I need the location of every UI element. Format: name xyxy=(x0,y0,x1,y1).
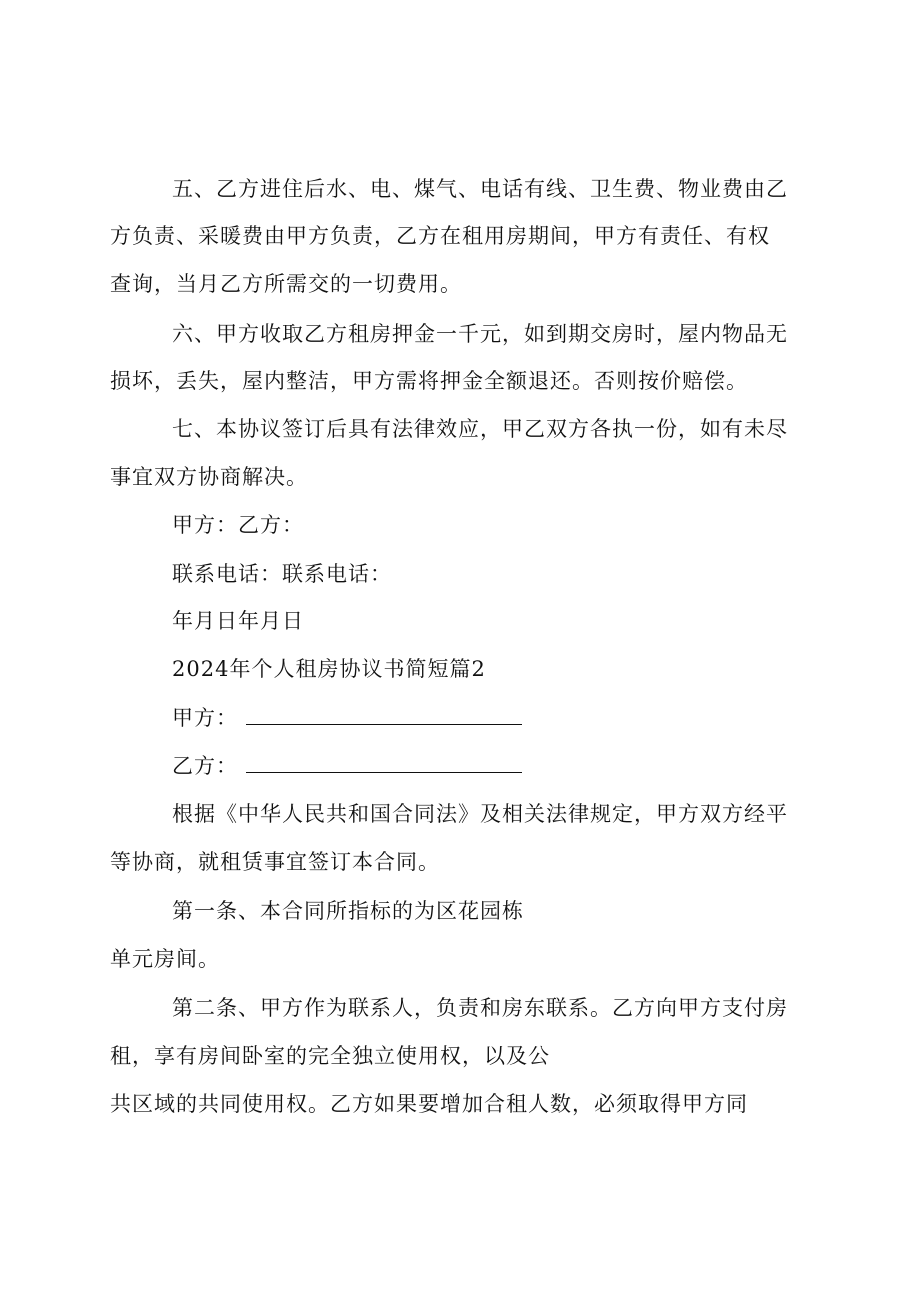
clause-5-line-2: 方负责、采暖费由甲方负责，乙方在租用房期间，甲方有责任、有权 xyxy=(110,224,770,248)
article-2-line-3: 共区域的共同使用权。乙方如果要增加合租人数，必须取得甲方同 xyxy=(110,1092,748,1116)
signature-dates: 年月日年月日 xyxy=(172,609,304,633)
preamble-line-1: 根据《中华人民共和国合同法》及相关法律规定，甲方双方经平 xyxy=(172,802,788,826)
article-1-line-2: 单元房间。 xyxy=(110,947,220,971)
party-a-blank xyxy=(246,706,522,725)
clause-5-line-1: 五、乙方进住后水、电、煤气、电话有线、卫生费、物业费由乙 xyxy=(172,177,788,201)
section-title: 2024年个人租房协议书简短篇2 xyxy=(172,657,486,681)
signature-phones: 联系电话：联系电话： xyxy=(172,562,392,586)
article-1-line-1: 第一条、本合同所指标的为区花园栋 xyxy=(172,899,524,923)
party-b-blank xyxy=(246,754,522,773)
clause-6-line-1: 六、甲方收取乙方租房押金一千元，如到期交房时，屋内物品无 xyxy=(172,322,788,346)
preamble-line-2: 等协商，就租赁事宜签订本合同。 xyxy=(110,850,440,874)
clause-5-line-3: 查询，当月乙方所需交的一切费用。 xyxy=(110,272,462,296)
clause-7-line-1: 七、本协议签订后具有法律效应，甲乙双方各执一份，如有未尽 xyxy=(172,417,788,441)
party-b-row xyxy=(172,753,522,779)
party-a-row xyxy=(172,705,522,731)
clause-6-line-2: 损坏，丢失，屋内整洁，甲方需将押金全额退还。否则按价赔偿。 xyxy=(110,369,748,393)
article-2-line-1: 第二条、甲方作为联系人，负责和房东联系。乙方向甲方支付房 xyxy=(172,996,788,1020)
party-a-label: 甲方： xyxy=(172,706,238,730)
party-b-label: 乙方： xyxy=(172,754,238,778)
clause-7-line-2: 事宜双方协商解决。 xyxy=(110,465,308,489)
article-2-line-2: 租，享有房间卧室的完全独立使用权，以及公 xyxy=(110,1044,550,1068)
signature-parties: 甲方：乙方： xyxy=(172,513,304,537)
